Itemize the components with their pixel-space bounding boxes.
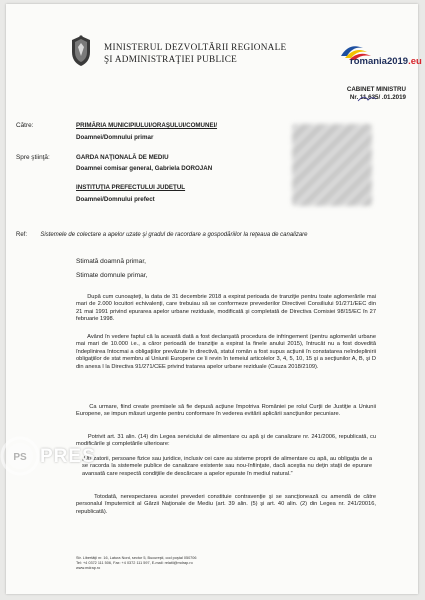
recipient-primar: Doamnei/Domnului primar [76, 134, 154, 141]
recipient-prefect: Doamnei/Domnului prefect [76, 196, 155, 203]
recipient-garda: GARDA NAŢIONALĂ DE MEDIU [76, 154, 169, 161]
cabinet-title: CABINET MINISTRU [346, 86, 406, 93]
paragraph-2-text: Având în vedere faptul că la această dată a fost declanşată procedura de infringement (pentru aglomerări urbane mai mari de 10.000 i.e., a căror perioadă de tranziţie a expirat la finele anului 2015), întrucât nu a fost dovedită îndeplinirea întocmai a obligaţiilor prevăzute în directivă, statul român a fost supus acţiunii în constatarea neîndeplinirii obligaţiilor de stat membru al Uniunii Europene ce îi revin în temeiul articolelor 3, 4, 5, 10, 15 şi a secţiunilor A, B, şi D din anexa I la Directiva 91/271/CEE privind tratarea apelor urbane reziduale (Cauza 2018/2109). [76, 334, 376, 370]
ref-label: Ref: [16, 232, 28, 238]
greeting-domnule: Stimate domnule primar, [76, 272, 148, 279]
paragraph-4 [76, 434, 376, 449]
redacted-area [292, 124, 372, 206]
ministry-line-1: MINISTERUL DEZVOLTĂRII REGIONALE [104, 42, 287, 52]
coat-of-arms-icon [68, 34, 94, 68]
spre-stiinta-label: Spre ştiinţă: [16, 154, 50, 161]
ministry-line-2: ŞI ADMINISTRAŢIEI PUBLICE [104, 54, 238, 64]
romania-brand-text [350, 56, 422, 67]
handwritten-date-icon [356, 92, 386, 104]
paragraph-4-text: Potrivit art. 31 alin. (14) din Legea serviciului de alimentare cu apă şi de canalizare nr. 241/2006, republicată, cu modificările şi completările ulterioare: [76, 434, 377, 448]
press-badge-text: PS [13, 452, 27, 463]
footer-phone: Tel: +4 0372 111 506, Fax: +4 0372 111 597, E-mail: relatii@mdrap.ro [76, 561, 193, 566]
romania-brand-suffix: .eu [408, 56, 422, 67]
recipient-comisar: Doamnei comisar general, Gabriela DOROJAN [76, 165, 213, 172]
footer-address: Str. Libertăţii nr. 16, Latura Nord, sector 5, Bucureşti, cod poştal 050706 [76, 556, 197, 560]
ministry-name [104, 41, 314, 65]
recipient-institutie: INSTITUŢIA PREFECTULUI JUDEŢUL [76, 184, 186, 191]
paragraph-1 [76, 294, 376, 324]
paragraph-5 [76, 494, 376, 516]
paragraph-2 [76, 334, 376, 371]
footer-website: www.mdrap.ro [76, 566, 101, 571]
ref-text: Sistemele de colectare a apelor uzate şi gradul de racordare a gospodăriilor la reţeaua de canalizare [40, 232, 308, 238]
paragraph-5-text: Totodată, nerespectarea acestei prevederi constituie contravenţie şi se sancţionează cu amendă de către personalul împuternicit al Gărzii Naţionale de Mediu (art. 39 alin. (5) şi art. 40 alin. (2) din Legea nr. 241/20016, republicată). [76, 494, 376, 515]
paragraph-3-text: Ca urmare, fiind create premisele să fie depusă acţiune împotriva României pe rolul Curţii de Justiţie a Uniunii Europene, se impun măsuri urgente pentru conformare în vederea evitării aplicării sancţiunilor pecuniare. [76, 404, 376, 418]
law-quote-text: „Utilizatorii, persoane fizice sau juridice, inclusiv cei care au sisteme proprii de alimentare cu apă, au obligaţia de a se racorda la sistemele publice de canalizare existente sau nou-înfiinţate, dacă aceştia nu deţin staţii de epurare avansată care respectă condiţiile de descărcare a apelor epurate în mediul natural.” [82, 456, 372, 477]
registration-number: Nr. 11.635/ .01.2019 [349, 94, 406, 101]
reference-line [16, 232, 308, 238]
recipient-primarie: PRIMĂRIA MUNICIPIULUI/ORAŞULUI/COMUNEI/ [76, 122, 218, 129]
document-page [6, 4, 422, 594]
catre-label: Către: [16, 122, 34, 129]
paragraph-3 [76, 404, 376, 419]
romania-brand-name: romania2019 [350, 56, 409, 67]
footer-contact [76, 556, 316, 572]
paragraph-1-text: După cum cunoaşteţi, la data de 31 decembrie 2018 a expirat perioada de tranziţie pentru toate aglomerările mai mari de 2.000 locuitori echivalenţi, care trebuiau să se conformeze prevederilor Directivei Consiliului 91/271/EEC din 21 mai 1991 privind epurarea apelor urbane reziduale, modificată şi completată de Directiva Comisiei 98/15/EC în 27 februarie 1998. [76, 294, 376, 323]
press-watermark-text: PRES [40, 446, 96, 467]
law-quote [82, 456, 372, 478]
greeting-doamna: Stimată doamnă primar, [76, 258, 146, 265]
